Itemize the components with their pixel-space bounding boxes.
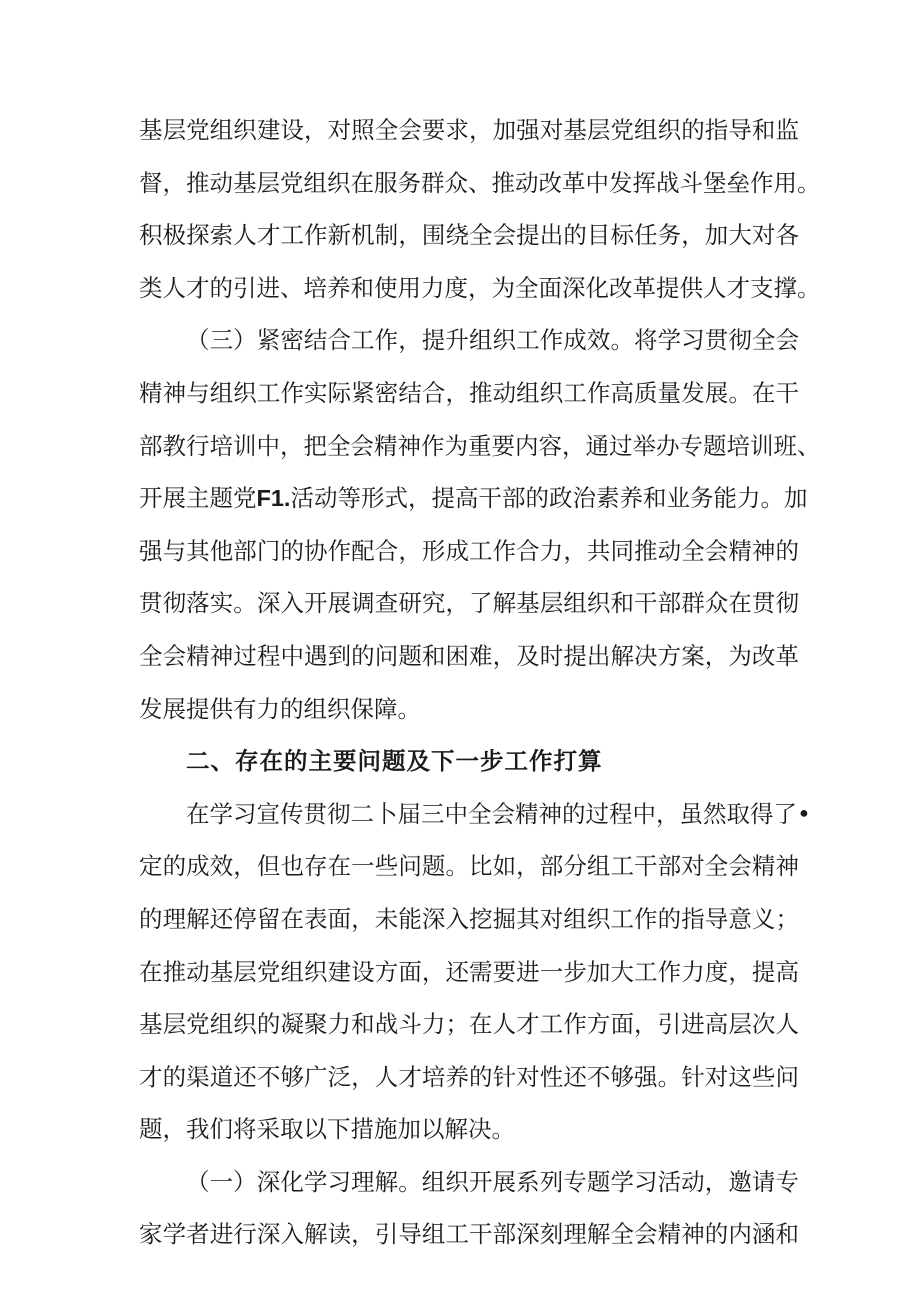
text-line: 强与其他部门的协作配合，形成工作合力，共同推动全会精神的	[139, 536, 799, 565]
text-line: 类人才的引进、培养和使用力度，为全面深化改革提供人才支撑。	[139, 273, 821, 302]
text-line: 督，推动基层党组织在服务群众、推动改革中发挥战斗堡垒作用。	[139, 168, 821, 197]
text-line: 定的成效，但也存在一些问题。比如，部分组工干部对全会精神	[139, 852, 799, 881]
text-line: 精神与组织工作实际紧密结合，推动组织工作高质量发展。在干	[139, 378, 799, 407]
text-line: 在学习宣传贯彻二卜届三中全会精神的过程中，虽然取得了•	[186, 799, 811, 828]
section-heading: 二、存在的主要问题及下一步工作打算	[186, 747, 603, 776]
text-line: 才的渠道还不够广泛，人才培养的针对性还不够强。针对这些问	[139, 1062, 799, 1091]
text-line	[139, 472, 808, 525]
text-line: 家学者进行深入解读，引导组工干部深刻理解全会精神的内涵和	[139, 1220, 799, 1249]
text-line: （三）紧密结合工作，提升组织工作成效。将学习贯彻全会	[186, 326, 799, 355]
text-line: 部教行培训中，把全会精神作为重要内容，通过举办专题培训班、	[139, 431, 821, 460]
text-line: 基层党组织的凝聚力和战斗力；在人才工作方面，引进高层次人	[139, 1010, 799, 1039]
text-line: 基层党组织建设，对照全会要求，加强对基层党组织的指导和监	[139, 116, 799, 144]
paragraph-problems	[139, 788, 811, 1156]
text-line: 全会精神过程中遇到的问题和困难，及时提出解决方案，为改革	[139, 641, 799, 670]
text-segment: 活动等形式，提高干部的政治素养和业务能力。加	[290, 484, 808, 513]
paragraph-deepen-study	[139, 1156, 799, 1261]
text-line: 发展提供有力的组织保障。	[139, 694, 421, 723]
text-segment: 开展主题党	[139, 484, 257, 513]
text-line: 贯彻落实。深入开展调查研究，了解基层组织和干部群众在贯彻	[139, 589, 799, 618]
document-body	[139, 104, 821, 1261]
text-line: 在推动基层党组织建设方面，还需要进一步加大工作力度，提高	[139, 957, 799, 986]
text-line: （一）深化学习理解。组织开展系列专题学习活动，邀请专	[186, 1167, 799, 1196]
text-line: 题，我们将采取以下措施加以解决。	[139, 1115, 515, 1144]
text-line: 的理解还停留在表面，未能深入挖掘其对组织工作的指导意义；	[139, 904, 799, 933]
ocr-artifact-mark: F1.	[256, 485, 291, 512]
text-line: 积极探索人才工作新机制，围绕全会提出的目标任务，加大对各	[139, 221, 799, 250]
paragraph-talent-work	[139, 104, 821, 314]
paragraph-combine-work	[139, 314, 821, 735]
